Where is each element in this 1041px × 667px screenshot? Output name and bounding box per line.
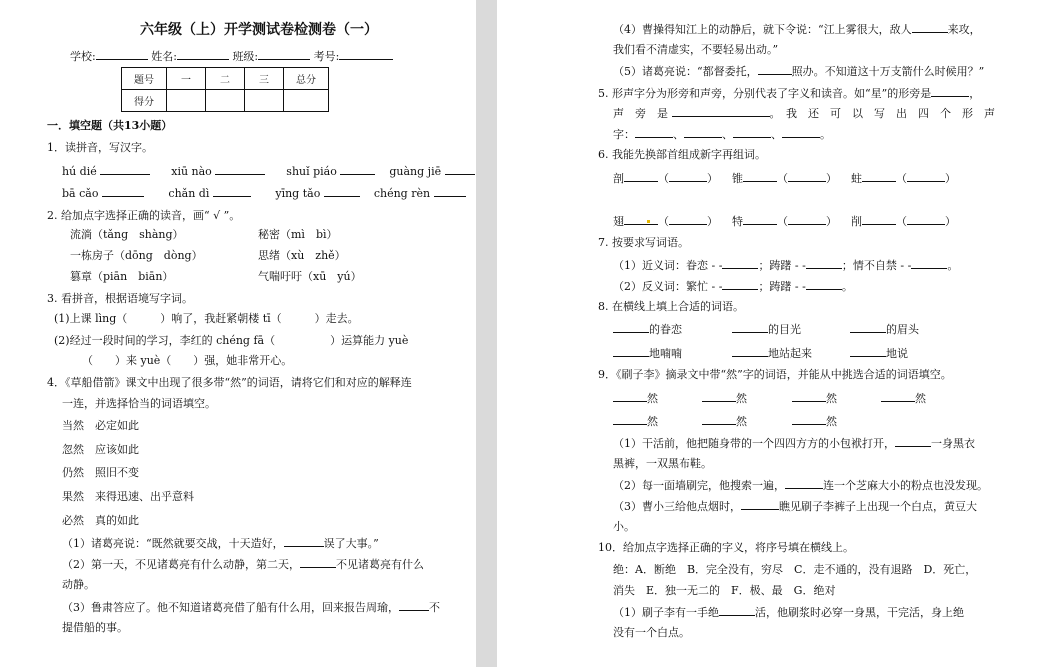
answer-blank[interactable] xyxy=(635,127,673,138)
q9-ran-item: 然 xyxy=(792,414,837,428)
answer-blank[interactable] xyxy=(702,391,736,402)
q5-line3: 字： 、 、 、 。 xyxy=(613,128,831,141)
q2-item: 气喘吁吁（xū yú） xyxy=(258,270,362,283)
answer-blank[interactable] xyxy=(733,127,771,138)
answer-blank[interactable] xyxy=(624,171,658,182)
score-header-cell: 二 xyxy=(206,68,245,90)
q3-line1: (1)上课 lìng（ ）响了，我赶紧朝楼 tī（ ）走去。 xyxy=(54,312,359,325)
answer-blank[interactable] xyxy=(300,557,336,568)
score-cell[interactable] xyxy=(206,90,245,112)
q9-ran-item: 然 xyxy=(613,391,658,405)
answer-blank[interactable] xyxy=(340,164,375,175)
q5-line1: 5. 形声字分为形旁和声旁，分别代表了字义和读音。如“星”的形旁是 ， xyxy=(598,87,981,100)
score-table xyxy=(121,67,329,112)
answer-blank[interactable] xyxy=(719,605,755,616)
q3-line3: （ ）来 yuè（ ）强，她非常开心。 xyxy=(82,354,293,367)
q4-pair: 忽然 应该如此 xyxy=(62,443,139,456)
q4-sentence4: （4）曹操得知江上的动静后，就下令说：“江上雾很大，敌人 来攻， xyxy=(613,23,981,36)
q4-sentence3-cont: 提借船的事。 xyxy=(62,621,128,634)
answer-blank[interactable] xyxy=(850,346,886,357)
answer-blank[interactable] xyxy=(862,171,896,182)
q9-ran-item: 然 xyxy=(702,391,747,405)
q8-item: 的眷恋 xyxy=(613,322,682,336)
q4-sentence2: （2）第一天，不见诸葛亮有什么动静，第二天， 不见诸葛亮有什么 xyxy=(62,558,424,571)
exam-no-label: 考号: xyxy=(313,50,340,63)
answer-blank[interactable] xyxy=(722,279,758,290)
q9-ran-item: 然 xyxy=(702,414,747,428)
answer-blank[interactable] xyxy=(684,127,722,138)
score-header-cell: 一 xyxy=(167,68,206,90)
q9-ran-item: 然 xyxy=(613,414,658,428)
q9-stem: 9．《刷子李》摘录文中带“然”字的词语，并能从中挑选合适的词语填空。 xyxy=(598,368,952,381)
q9-sentence3: （3）曹小三给他点烟时， 瞧见刷子李裤子上出现一个白点，黄豆大 xyxy=(613,500,977,513)
answer-blank[interactable] xyxy=(850,322,886,333)
q4-sentence3: （3）鲁肃答应了。他不知道诸葛亮借了船有什么用，回来报告周瑜， 不 xyxy=(62,601,440,614)
q6-stem: 6. 我能先换部首组成新字再组词。 xyxy=(598,148,766,161)
q4-pair: 果然 来得迅速、出乎意料 xyxy=(62,490,194,503)
answer-blank[interactable] xyxy=(907,214,945,225)
answer-blank[interactable] xyxy=(792,414,826,425)
class-blank[interactable] xyxy=(258,49,310,60)
q10-options-line2: 消失 E．独一无二的 F．极、最 G．绝对 xyxy=(613,584,836,597)
q4-sentence2-cont: 动静。 xyxy=(62,578,95,591)
q9-sentence3-cont: 小。 xyxy=(613,520,635,533)
answer-blank[interactable] xyxy=(741,499,779,510)
q1-stem: 1．读拼音，写汉字。 xyxy=(47,141,153,154)
answer-blank[interactable] xyxy=(284,536,324,547)
q6-row1: 剖 （ ） 锥 （ ） 蛀 （ ） xyxy=(613,172,956,185)
q9-sentence1-cont: 黑裤，一双黑布鞋。 xyxy=(613,457,712,470)
answer-blank[interactable] xyxy=(732,322,768,333)
school-label: 学校: xyxy=(70,50,96,63)
q10-options-line1: 绝：A．断绝 B．完全没有，穷尽 C．走不通的，没有退路 D．死亡， xyxy=(613,563,977,576)
q8-item: 的眉头 xyxy=(850,322,919,336)
answer-blank[interactable] xyxy=(613,391,647,402)
score-cell[interactable] xyxy=(284,90,329,112)
answer-blank[interactable] xyxy=(782,127,820,138)
answer-blank[interactable] xyxy=(788,171,826,182)
answer-blank[interactable] xyxy=(806,258,842,269)
q9-ran-item: 然 xyxy=(792,391,837,405)
q2-item: 一栋房子（dōng dòng） xyxy=(70,249,203,262)
score-cell[interactable] xyxy=(167,90,206,112)
q4-stem-line1: 4．《草船借箭》课文中出现了很多带“然”的词语，请将它们和对应的解释连 xyxy=(47,376,412,389)
answer-blank[interactable] xyxy=(758,64,792,75)
exam-no-blank[interactable] xyxy=(339,49,393,60)
class-label: 班级: xyxy=(232,50,259,63)
score-row-label: 得分 xyxy=(122,90,167,112)
answer-blank[interactable] xyxy=(722,258,758,269)
q3-line2: (2)经过一段时间的学习，李红的 chéng fā（ ）运算能力 yuè xyxy=(54,334,409,347)
q4-pair: 当然 必定如此 xyxy=(62,419,139,432)
score-header-cell: 三 xyxy=(245,68,284,90)
answer-blank[interactable] xyxy=(907,171,945,182)
page-gap xyxy=(476,0,497,667)
answer-blank[interactable] xyxy=(912,22,948,33)
q8-item: 的目光 xyxy=(732,322,801,336)
q9-sentence1: （1）干活前，他把随身带的一个四四方方的小包袱打开， 一身黑衣 xyxy=(613,437,975,450)
q9-sentence2: （2）每一面墙刷完，他搜索一遍， 连一个芝麻大小的粉点也没发现。 xyxy=(613,479,988,492)
answer-blank[interactable] xyxy=(806,279,842,290)
q4-stem-line2: 一连，并选择恰当的词语填空。 xyxy=(62,397,216,410)
answer-blank[interactable] xyxy=(613,346,649,357)
answer-blank[interactable] xyxy=(743,171,777,182)
exam-title: 六年级（上）开学测试卷检测卷（一） xyxy=(140,22,378,38)
name-label: 姓名: xyxy=(151,50,177,63)
answer-blank[interactable] xyxy=(624,214,658,225)
answer-blank[interactable] xyxy=(669,214,707,225)
answer-blank[interactable] xyxy=(669,171,707,182)
answer-blank[interactable] xyxy=(911,258,947,269)
q8-item: 地说 xyxy=(850,346,908,360)
q7-line1: （1）近义词：眷恋 - - ；踌躇 - - ；情不自禁 - - 。 xyxy=(613,259,959,272)
q2-item: 秘密（mì bì） xyxy=(258,228,338,241)
q4-sentence5: （5）诸葛亮说：“都督委托， 照办。不知道这十万支箭什么时候用？” xyxy=(613,65,985,78)
answer-blank[interactable] xyxy=(672,106,770,117)
q1-row2: bā cǎo chǎn dì yīng tǎo chéng rèn xyxy=(62,186,466,200)
student-info-line xyxy=(70,49,393,63)
answer-blank[interactable] xyxy=(792,391,826,402)
q10-stem: 10．给加点字选择正确的字义，将序号填在横线上。 xyxy=(598,541,854,554)
answer-blank[interactable] xyxy=(788,214,826,225)
q8-item: 地喃喃 xyxy=(613,346,682,360)
q2-item: 流淌（tǎng shàng） xyxy=(70,228,184,241)
answer-blank[interactable] xyxy=(213,186,251,197)
exam-page-left xyxy=(0,0,476,667)
q9-ran-item: 然 xyxy=(881,391,926,405)
q8-stem: 8. 在横线上填上合适的词语。 xyxy=(598,300,744,313)
answer-blank[interactable] xyxy=(702,414,736,425)
name-blank[interactable] xyxy=(177,49,229,60)
answer-blank[interactable] xyxy=(215,164,265,175)
q2-item: 篡章（piān biān） xyxy=(70,270,174,283)
q3-stem: 3. 看拼音，根据语境写字词。 xyxy=(47,292,193,305)
q4-sentence1: （1）诸葛亮说：“既然就要交战，十天造好， 误了大事。” xyxy=(62,537,379,550)
answer-blank[interactable] xyxy=(785,478,823,489)
answer-blank[interactable] xyxy=(434,186,466,197)
answer-blank[interactable] xyxy=(613,322,649,333)
q4-pair: 仍然 照旧不变 xyxy=(62,466,139,479)
score-header-cell: 总分 xyxy=(284,68,329,90)
q8-item: 地站起来 xyxy=(732,346,812,360)
exam-page-right xyxy=(497,0,1041,667)
q4-pair: 必然 真的如此 xyxy=(62,514,139,527)
answer-blank[interactable] xyxy=(100,164,150,175)
q10-sentence1-cont: 没有一个白点。 xyxy=(613,626,690,639)
q1-row1: hú dié xiū nào shuǐ piáo guàng jiē xyxy=(62,164,475,178)
answer-blank[interactable] xyxy=(743,214,777,225)
answer-blank[interactable] xyxy=(102,186,144,197)
section-title: 一．填空题（共13小题） xyxy=(47,119,173,132)
answer-blank[interactable] xyxy=(895,436,931,447)
answer-blank[interactable] xyxy=(881,391,915,402)
q2-stem: 2. 给加点字选择正确的读音，画“ √ ”。 xyxy=(47,209,241,222)
q7-stem: 7. 按要求写词语。 xyxy=(598,236,689,249)
answer-blank[interactable] xyxy=(324,186,360,197)
school-blank[interactable] xyxy=(96,49,148,60)
answer-blank[interactable] xyxy=(445,164,475,175)
answer-blank[interactable] xyxy=(399,600,429,611)
q5-line2: 声 旁 是 。 我 还 可 以 写 出 四 个 形 声 xyxy=(613,107,995,120)
score-header-cell: 题号 xyxy=(122,68,167,90)
q10-sentence1: （1）刷子李有一手绝 活，他刷浆时必穿一身黑，干完活，身上绝 xyxy=(613,606,964,619)
answer-blank[interactable] xyxy=(931,86,969,97)
q4-sentence4-cont: 我们看不清虚实，不要轻易出动。” xyxy=(613,43,779,56)
q7-line2: （2）反义词：繁忙 - - ；踌躇 - - 。 xyxy=(613,280,853,293)
score-cell[interactable] xyxy=(245,90,284,112)
answer-blank[interactable] xyxy=(862,214,896,225)
answer-blank[interactable] xyxy=(613,414,647,425)
q6-row2: 翅 （ ） 特 （ ） 削 （ ） xyxy=(613,215,956,228)
q2-item: 思绪（xù zhě） xyxy=(258,249,346,262)
answer-blank[interactable] xyxy=(732,346,768,357)
